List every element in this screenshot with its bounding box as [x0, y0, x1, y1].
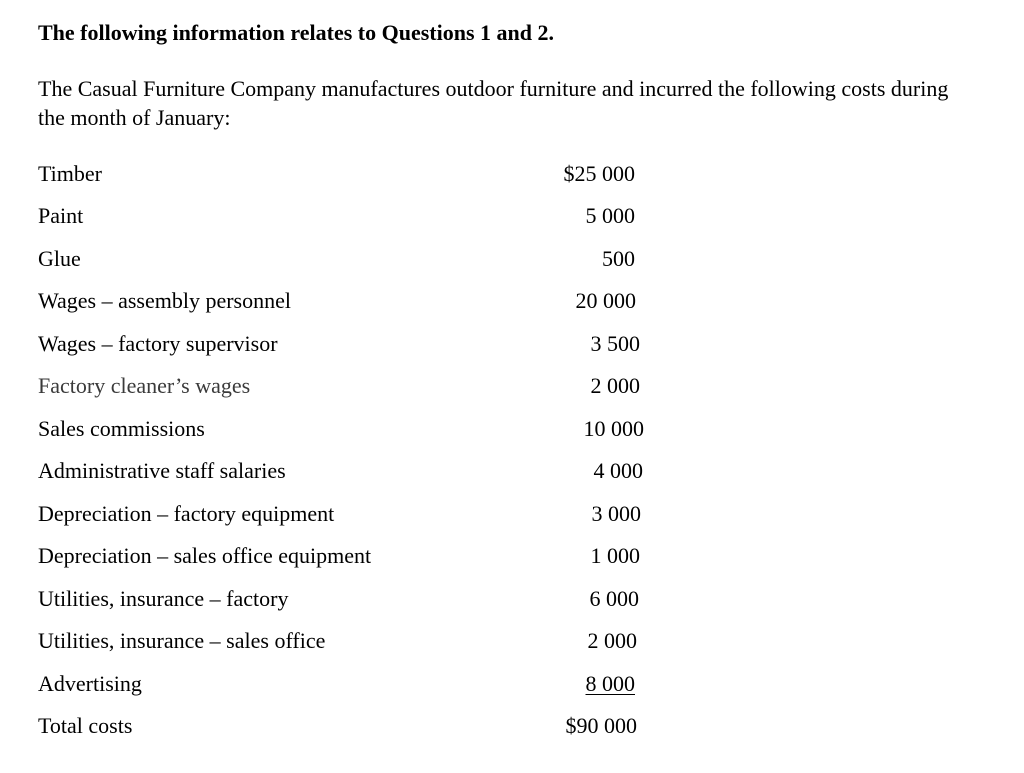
cost-row-admin-salaries [38, 456, 678, 486]
cost-row-advertising [38, 669, 678, 699]
cost-row-supervisor-wages [38, 329, 678, 359]
cost-amount: 6 000 [589, 586, 639, 611]
cost-label: Glue [38, 246, 81, 271]
cost-row-assembly-wages [38, 286, 678, 316]
cost-amount: 10 000 [583, 416, 644, 441]
cost-label: Timber [38, 161, 102, 186]
section-heading: The following information relates to Questions 1 and 2. [38, 20, 555, 45]
cost-label: Factory cleaner’s wages [38, 373, 251, 398]
intro-paragraph: The Casual Furniture Company manufactures outdoor furniture and incurred the following costs during the month of January: [38, 76, 949, 130]
cost-label: Administrative staff salaries [38, 458, 286, 483]
cost-label: Depreciation – factory equipment [38, 501, 335, 526]
cost-amount: $25 000 [563, 161, 635, 186]
cost-label: Advertising [38, 671, 142, 696]
total-label: Total costs [38, 713, 133, 738]
cost-label: Paint [38, 203, 84, 228]
cost-amount: 4 000 [593, 458, 643, 483]
cost-amount: 2 000 [587, 628, 637, 653]
cost-label: Utilities, insurance – sales office [38, 628, 326, 653]
cost-row-timber [38, 159, 678, 189]
cost-amount: 3 000 [591, 501, 641, 526]
cost-amount: 2 000 [590, 373, 640, 398]
total-amount: $90 000 [565, 713, 637, 738]
cost-amount: 20 000 [575, 288, 636, 313]
cost-row-sales-depreciation [38, 541, 678, 571]
cost-label: Wages – assembly personnel [38, 288, 291, 313]
cost-row-glue [38, 244, 678, 274]
cost-amount: 3 500 [590, 331, 640, 356]
cost-row-sales-commissions [38, 414, 678, 444]
cost-amount: 500 [602, 246, 635, 271]
cost-row-paint [38, 201, 678, 231]
cost-amount: 5 000 [585, 203, 635, 228]
cost-row-factory-depreciation [38, 499, 678, 529]
cost-amount: 8 000 [585, 671, 635, 696]
cost-label: Sales commissions [38, 416, 205, 441]
cost-row-total [38, 711, 678, 741]
cost-label: Depreciation – sales office equipment [38, 543, 372, 568]
cost-row-sales-utilities [38, 626, 678, 656]
cost-row-cleaner-wages [38, 371, 678, 401]
cost-row-factory-utilities [38, 584, 678, 614]
cost-label: Utilities, insurance – factory [38, 586, 289, 611]
cost-label: Wages – factory supervisor [38, 331, 278, 356]
cost-amount: 1 000 [590, 543, 640, 568]
